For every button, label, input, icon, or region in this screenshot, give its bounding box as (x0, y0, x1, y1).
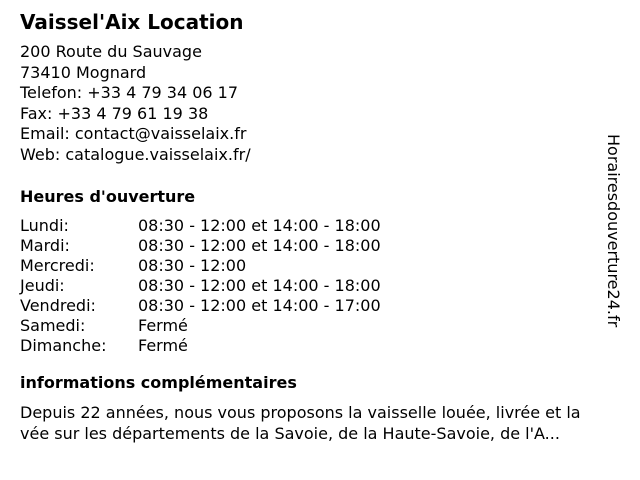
day-hours: 08:30 - 12:00 et 14:00 - 18:00 (138, 216, 381, 235)
day-hours: 08:30 - 12:00 et 14:00 - 17:00 (138, 296, 381, 315)
site-watermark: Horairesdouverture24.fr (604, 134, 623, 328)
opening-hours-table (20, 216, 630, 356)
day-label: Vendredi: (20, 296, 96, 315)
business-name: Vaissel'Aix Location (20, 10, 244, 34)
day-label: Lundi: (20, 216, 69, 235)
website: Web: catalogue.vaisselaix.fr/ (20, 144, 251, 164)
phone-number: Telefon: +33 4 79 34 06 17 (20, 83, 239, 102)
hours-row-sunday (20, 336, 630, 356)
day-hours: 08:30 - 12:00 et 14:00 - 18:00 (138, 276, 381, 295)
additional-info-text (20, 402, 632, 444)
fax-number: Fax: +33 4 79 61 19 38 (20, 103, 209, 123)
day-hours: Fermé (138, 336, 188, 355)
day-hours: 08:30 - 12:00 et 14:00 - 18:00 (138, 236, 381, 255)
day-hours: 08:30 - 12:00 (138, 256, 247, 275)
hours-row-tuesday (20, 236, 630, 256)
info-text-line: Depuis 22 années, nous vous proposons la vaisselle louée, livrée et la (20, 403, 581, 422)
hours-row-thursday (20, 276, 630, 296)
day-label: Samedi: (20, 316, 86, 335)
hours-row-monday (20, 216, 630, 236)
day-label: Mardi: (20, 236, 70, 255)
day-label: Jeudi: (20, 276, 65, 295)
hours-row-friday (20, 296, 630, 316)
city-postal: 73410 Mognard (20, 62, 147, 82)
info-text-line: vée sur les départements de la Savoie, de la Haute-Savoie, de l'A... (20, 424, 560, 443)
additional-info-heading: informations complémentaires (20, 373, 297, 392)
hours-row-saturday (20, 316, 630, 336)
day-hours: Fermé (138, 316, 188, 335)
opening-hours-heading: Heures d'ouverture (20, 187, 196, 206)
business-listing (20, 10, 630, 444)
street-address: 200 Route du Sauvage (20, 42, 202, 61)
email-address: Email: contact@vaisselaix.fr (20, 124, 247, 143)
day-label: Mercredi: (20, 256, 95, 275)
hours-row-wednesday (20, 256, 630, 276)
day-label: Dimanche: (20, 336, 107, 355)
